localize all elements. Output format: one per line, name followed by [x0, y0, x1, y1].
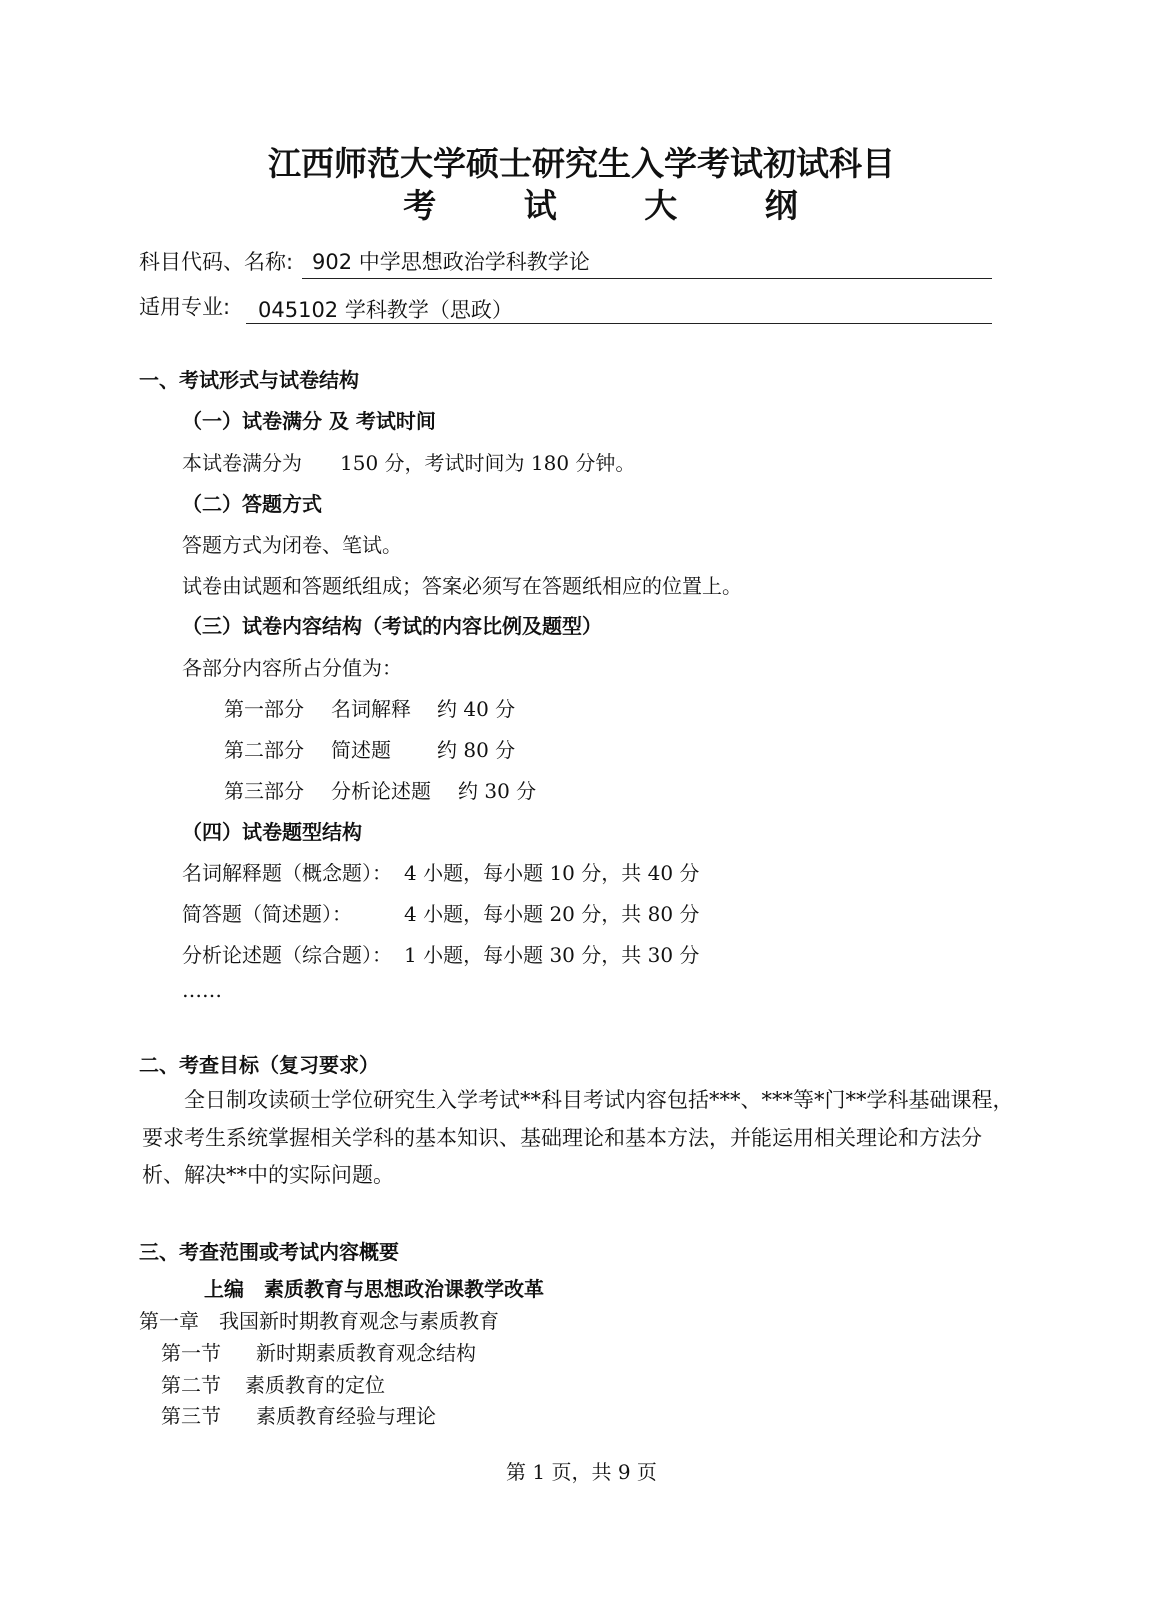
part-name: 分析论述题 [331, 779, 431, 803]
part-score: 约 80 分 [437, 738, 516, 762]
section-row [161, 1369, 385, 1398]
sub3-heading: （三）试卷内容结构（考试的内容比例及题型） [182, 614, 602, 638]
sub3-intro: 各部分内容所占分值为： [182, 656, 402, 680]
section-row [161, 1337, 476, 1366]
part-number: 第三部分 [224, 779, 304, 803]
major-label: 适用专业: [139, 295, 231, 319]
major-value: 045102 学科教学（思政） [258, 298, 513, 322]
page-number: 第 1 页，共 9 页 [506, 1460, 657, 1484]
sub1-text-a: 本试卷满分为 [182, 451, 302, 475]
type-detail: 1 小题，每小题 30 分，共 30 分 [404, 943, 700, 967]
sub2-heading: （二）答题方式 [182, 492, 322, 516]
section-title: 素质教育的定位 [245, 1373, 385, 1397]
section2-heading: 二、考查目标（复习要求） [139, 1053, 379, 1077]
type-row [182, 898, 699, 927]
type-detail: 4 小题，每小题 10 分，共 40 分 [404, 861, 700, 885]
subject-code-value: 902 中学思想政治学科教学论 [312, 250, 590, 274]
subject-code-underline [302, 278, 992, 279]
section-number: 第一节 [161, 1341, 221, 1365]
section-row [161, 1400, 436, 1429]
part-number: 第二部分 [224, 738, 304, 762]
type-label: 分析论述题（综合题）： [182, 943, 392, 967]
sub1-text-b: 150 分，考试时间为 180 分钟。 [340, 451, 636, 475]
ellipsis: …… [182, 978, 222, 1002]
part-number: 第一部分 [224, 697, 304, 721]
section-title: 新时期素质教育观念结构 [256, 1341, 476, 1365]
section-number: 第三节 [161, 1404, 221, 1428]
sub2-line2: 试卷由试题和答题纸组成；答案必须写在答题纸相应的位置上。 [182, 574, 742, 598]
type-label: 名词解释题（概念题）： [182, 861, 392, 885]
sub4-heading: （四）试卷题型结构 [182, 820, 362, 844]
type-detail: 4 小题，每小题 20 分，共 80 分 [404, 902, 700, 926]
document-title: 江西师范大学硕士研究生入学考试初试科目 [268, 144, 895, 183]
part-name: 名词解释 [331, 697, 411, 721]
sub2-line1: 答题方式为闭卷、笔试。 [182, 533, 402, 557]
chapter-title: 第一章 我国新时期教育观念与素质教育 [139, 1309, 499, 1333]
type-label: 简答题（简述题）： [182, 902, 352, 926]
section-title: 素质教育经验与理论 [256, 1404, 436, 1428]
section2-paragraph: 全日制攻读硕士学位研究生入学考试**科目考试内容包括***、***等*门**学科基础课程，要求考生系统掌握相关学科的基本知识、基础理论和基本方法，并能运用相关理论和方法分析、解决**中的实际问题。 [142, 1088, 1014, 1187]
type-row [182, 939, 699, 968]
part-title: 上编 素质教育与思想政治课教学改革 [204, 1277, 544, 1301]
section-number: 第二节 [161, 1373, 221, 1397]
part-row [224, 693, 515, 722]
part-name: 简述题 [331, 738, 391, 762]
document-subtitle: 考 试 大 纲 [403, 186, 836, 225]
major-underline [246, 323, 992, 324]
part-score: 约 30 分 [458, 779, 537, 803]
section3-heading: 三、考查范围或考试内容概要 [139, 1240, 399, 1264]
section1-heading: 一、考试形式与试卷结构 [139, 368, 359, 392]
part-score: 约 40 分 [437, 697, 516, 721]
sub1-heading: （一）试卷满分 及 考试时间 [182, 409, 436, 433]
type-row [182, 857, 699, 886]
part-row [224, 734, 515, 763]
subject-code-label: 科目代码、名称: [139, 250, 294, 274]
part-row [224, 775, 536, 804]
